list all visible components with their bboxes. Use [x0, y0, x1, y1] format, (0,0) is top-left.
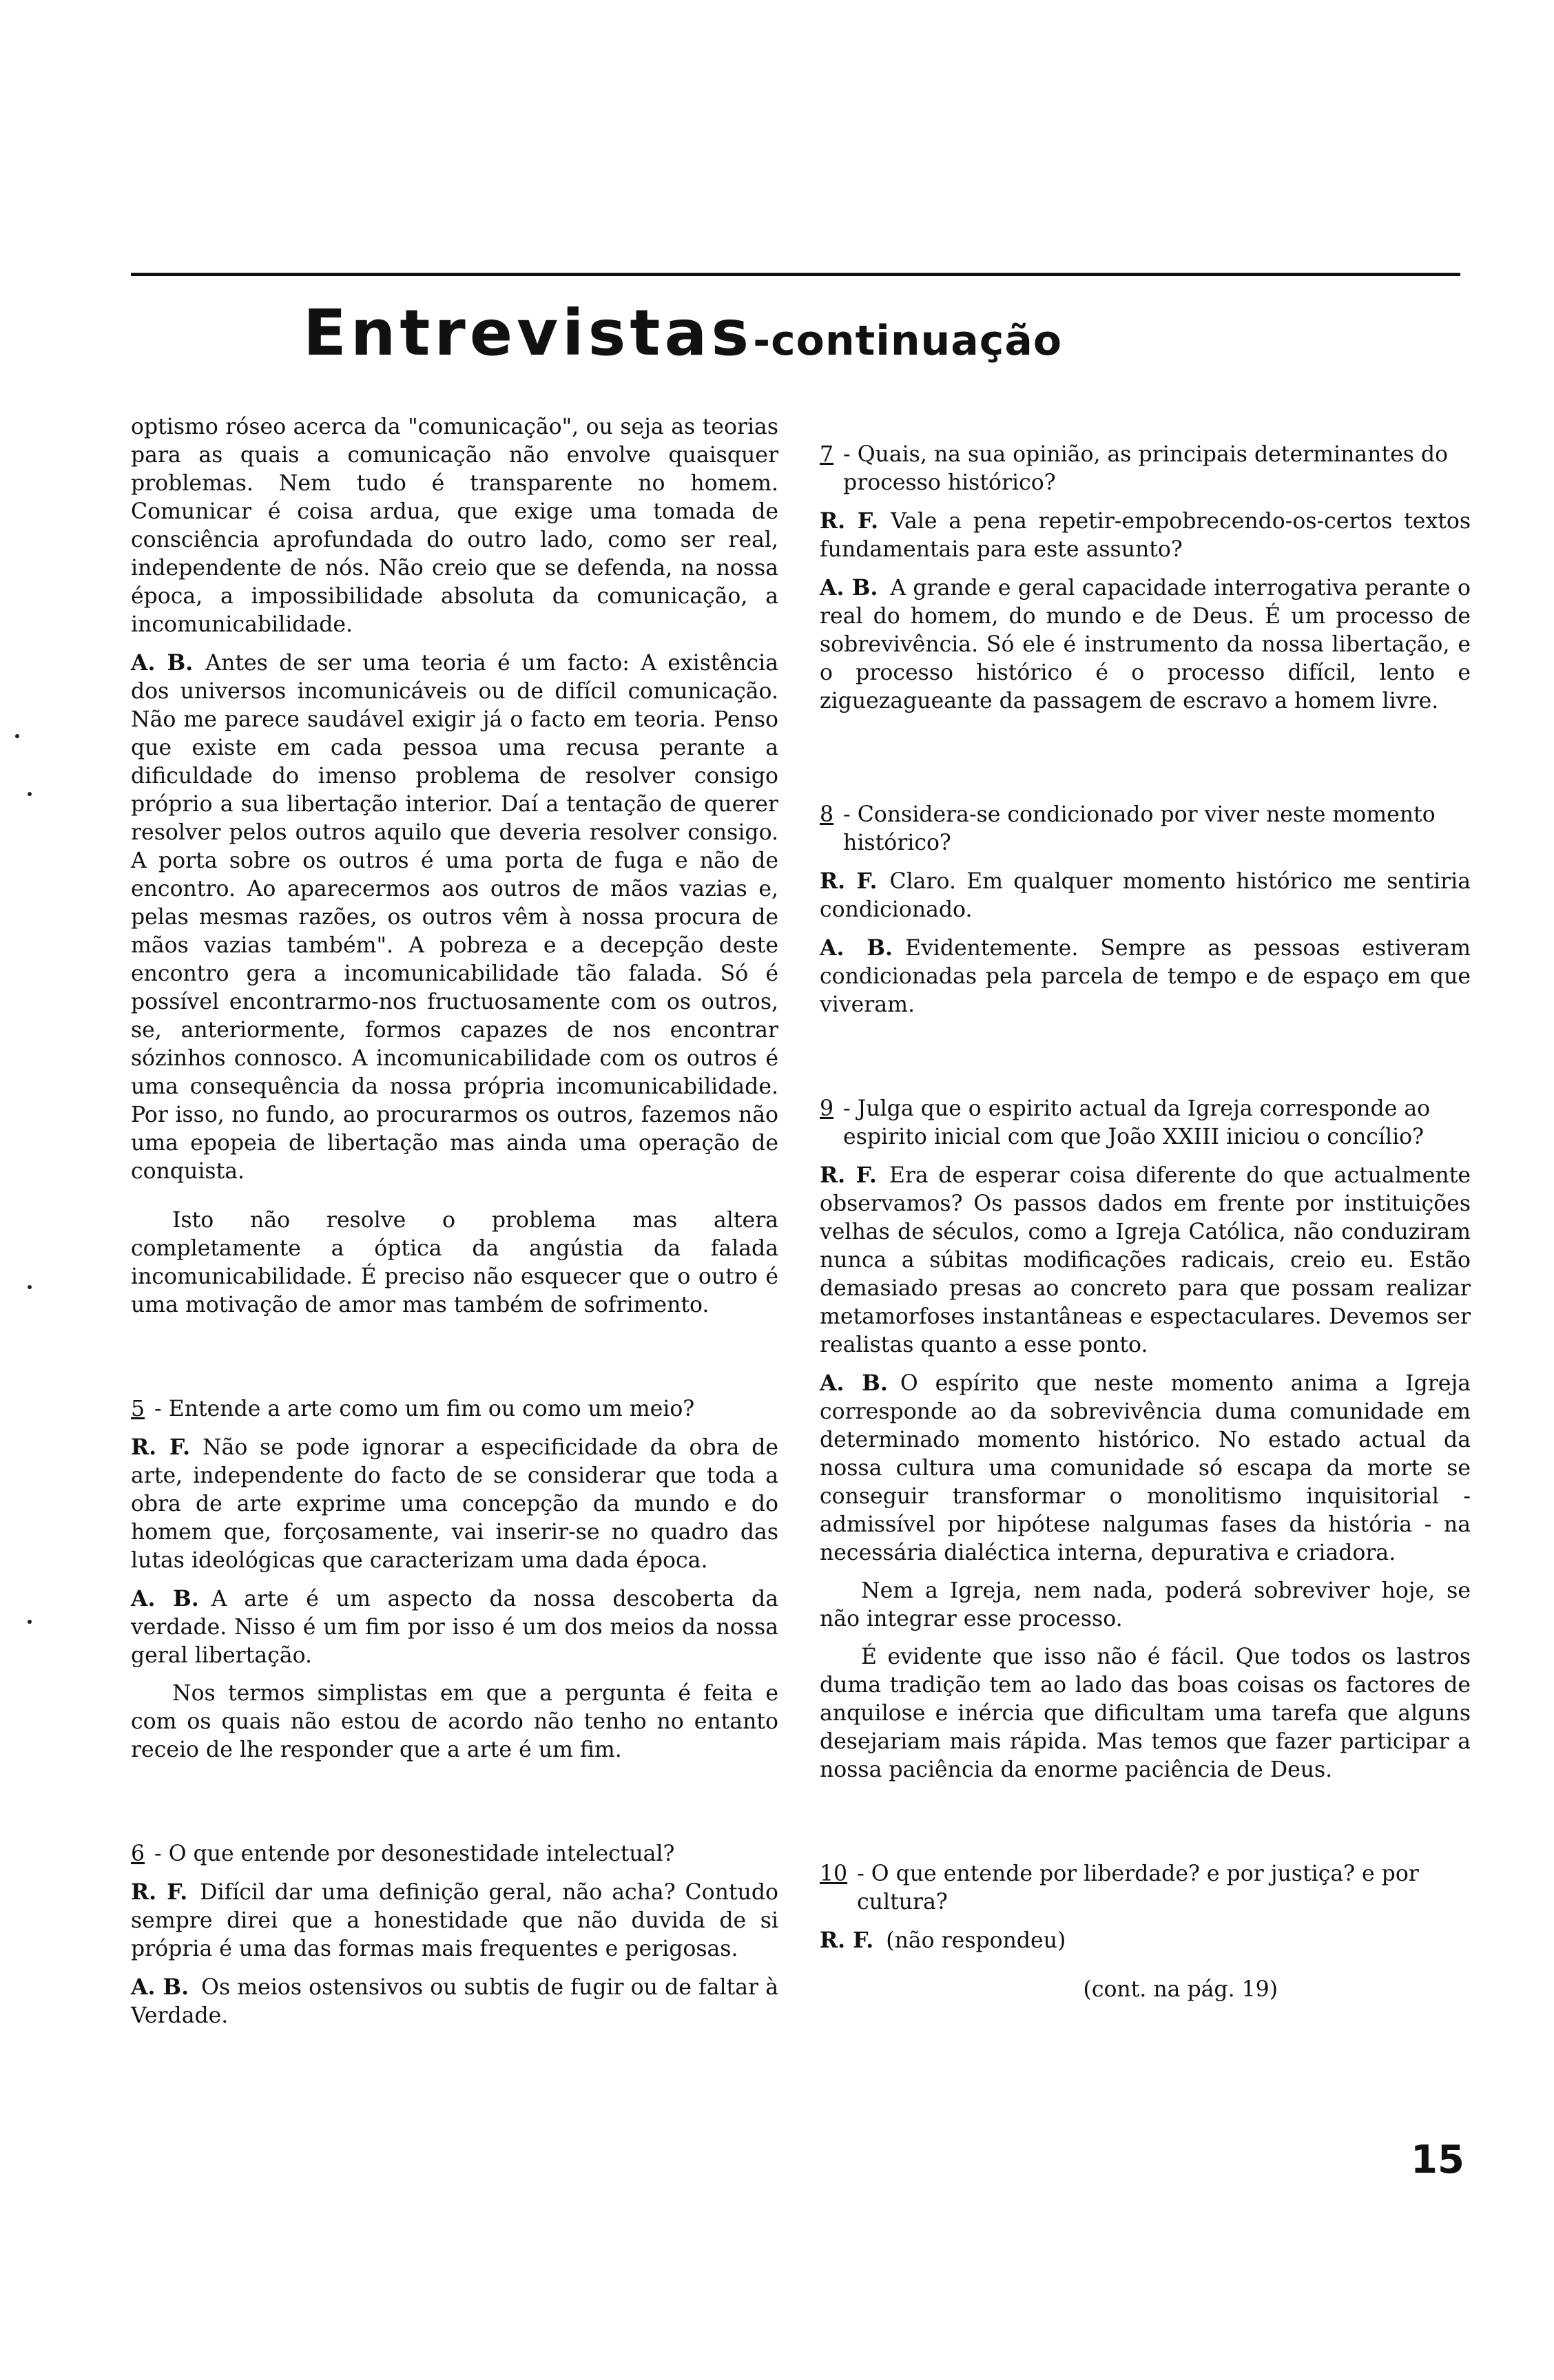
- page-number: 15: [1411, 2138, 1464, 2182]
- page-title: [303, 296, 1062, 370]
- scan-mark: [28, 1285, 32, 1289]
- right-column: [820, 413, 1471, 2004]
- speaker-label: A. B.: [131, 1974, 189, 2000]
- answer-text: Era de esperar coisa diferente do que actualmente observamos? Os passos dados em frente por instituições velhas de séculos, como a Igreja Católica, não conduziram nunca a súbitas modificações radicais, creio eu. Estão demasiado presas ao concreto para que possam realizar metamorfoses instantâneas e espectaculares. Devemos ser realistas quanto a esse ponto.: [820, 1163, 1471, 1357]
- answer-text: Claro. Em qualquer momento histórico me sentiria condicionado.: [820, 869, 1471, 922]
- speaker-label: A. B.: [820, 935, 893, 961]
- answer-text: Os meios ostensivos ou subtis de fugir ou de faltar à Verdade.: [131, 1975, 778, 2028]
- question-text: - O que entende por desonestidade intelectual?: [154, 1841, 675, 1866]
- speaker-label: R. F.: [131, 1434, 191, 1460]
- speaker-label: R. F.: [131, 1879, 188, 1905]
- question-number: 9: [820, 1096, 834, 1121]
- paragraph: Nos termos simplistas em que a pergunta é feita e com os quais não estou de acordo não tenho no entanto receio de lhe responder que a arte é um fim.: [131, 1681, 778, 1762]
- scan-mark: [28, 1620, 32, 1624]
- answer-paragraph: [131, 1878, 778, 1963]
- answer-paragraph: [820, 867, 1471, 924]
- answer-paragraph: [820, 1926, 1471, 1955]
- question-number: 8: [820, 802, 834, 827]
- answer-text: A arte é um aspecto da nossa descoberta da verdade. Nisso é um fim por isso é um dos meios da nossa geral libertação.: [131, 1587, 779, 1668]
- question-6: [131, 1840, 778, 1868]
- answer-paragraph: [131, 1433, 778, 1575]
- answer-paragraph: [820, 1161, 1471, 1359]
- answer-text: Não se pode ignorar a especificidade da obra de arte, independente do facto de se considerar que toda a obra de arte exprime uma concepção da mundo e do homem que, forçosamente, vai inserir-se no quadro das lutas ideológicas que caracterizam uma dada época.: [131, 1435, 778, 1573]
- continuation-note: (cont. na pág. 19): [1083, 1977, 1278, 2002]
- paragraph: É evidente que isso não é fácil. Que todos os lastros duma tradição tem ao lado das boas coisas os factores de anquilose e inércia que dificultam uma tarefa que alguns desejariam mais rápida. Mas temos que fazer participar a nossa paciência da enorme paciência de Deus.: [820, 1645, 1471, 1782]
- question-text: - O que entende por liberdade? e por justiça? e por cultura?: [857, 1861, 1419, 1914]
- paragraph: Nem a Igreja, nem nada, poderá sobreviver hoje, se não integrar esse processo.: [820, 1578, 1471, 1631]
- speaker-label: A. B.: [820, 575, 878, 601]
- scan-mark: [15, 734, 19, 738]
- question-number: 10: [820, 1861, 848, 1886]
- answer-text: Vale a pena repetir-empobrecendo-os-certos textos fundamentais para este assunto?: [820, 509, 1471, 562]
- question-7: [820, 441, 1471, 497]
- speaker-label: R. F.: [820, 868, 878, 894]
- speaker-label: A. B.: [131, 650, 194, 676]
- paragraph: optismo róseo acerca da "comunicação", ou seja as teorias para as quais a comunicação não envolve quaisquer problemas. Nem tudo é transparente no homem. Comunicar é coisa ardua, que exige uma tomada de consciência aprofundada do outro lado, como ser real, independente de nós. Não creio que se defenda, na nossa época, a impossibilidade absoluta da comunicação, a incomunicabilidade.: [131, 415, 778, 637]
- speaker-label: A. B.: [131, 1586, 199, 1611]
- answer-paragraph: [820, 1369, 1471, 1567]
- question-10: [820, 1860, 1471, 1917]
- question-text: - Considera-se condicionado por viver neste momento histórico?: [843, 802, 1436, 855]
- question-text: - Julga que o espirito actual da Igreja corresponde ao espirito inicial com que João XXIII iniciou o concílio?: [843, 1096, 1431, 1149]
- header-rule: [131, 273, 1460, 276]
- speaker-label: R. F.: [820, 1928, 874, 1953]
- question-8: [820, 801, 1471, 857]
- answer-text: Antes de ser uma teoria é um facto: A existência dos universos incomunicáveis ou de difícil comunicação. Não me parece saudável exigir já o facto em teoria. Penso que existe em cada pessoa uma recusa perante a dificuldade do imenso problema de resolver consigo próprio a sua libertação interior. Daí a tentação de querer resolver pelos outros aquilo que deveria resolver consigo. A porta sobre os outros é uma porta de fuga e não de encontro. Ao aparecermos aos outros de mãos vazias e, pelas mesmas razões, os outros vêm à nossa procura de mãos vazias também". A pobreza e a decepção deste encontro gera a incomunicabilidade tão falada. Só é possível encontrarmo-nos fructuosamente com os outros, se, anteriormente, formos capazes de nos encontrar sózinhos connosco. A incomunicabilidade com os outros é uma consequência da nossa própria incomunicabilidade. Por isso, no fundo, ao procurarmos os outros, fazemos não uma epopeia de libertação mas ainda uma operação de conquista.: [131, 651, 779, 1184]
- question-5: [131, 1395, 778, 1423]
- title-suffix: -continuação: [753, 317, 1063, 365]
- question-text: - Entende a arte como um fim ou como um meio?: [154, 1397, 695, 1421]
- answer-text: (não respondeu): [886, 1928, 1066, 1953]
- answer-paragraph: [820, 574, 1471, 716]
- answer-text: O espírito que neste momento anima a Igreja corresponde ao da sobrevivência duma comunidade em determinado momento histórico. No estado actual da nossa cultura uma comunidade só escapa da morte se conseguir transformar o monolitismo inquisitorial - admissível por hipótese nalgumas fases da história - na necessária dialéctica interna, depurativa e criadora.: [820, 1371, 1471, 1565]
- answer-paragraph: [131, 1973, 778, 2030]
- speaker-label: A. B.: [820, 1370, 888, 1396]
- answer-text: A grande e geral capacidade interrogativa perante o real do homem, do mundo e de Deus. É um processo de sobrevivência. Só ele é instrumento da nossa libertação, e o processo histórico é o processo difícil, lento e ziguezagueante da passagem de escravo a homem livre.: [820, 576, 1471, 713]
- left-column: [131, 413, 778, 2040]
- scan-mark: [28, 792, 32, 796]
- question-text: - Quais, na sua opinião, as principais determinantes do processo histórico?: [843, 442, 1449, 495]
- question-number: 5: [131, 1397, 145, 1421]
- answer-text: Evidentemente. Sempre as pessoas estiveram condicionadas pela parcela de tempo e de espaço em que viveram.: [820, 936, 1471, 1017]
- speaker-label: R. F.: [820, 508, 879, 534]
- paragraph: Isto não resolve o problema mas altera completamente a óptica da angústia da falada incomunicabilidade. É preciso não esquecer que o outro é uma motivação de amor mas também de sofrimento.: [131, 1208, 778, 1317]
- title-main: Entrevistas: [303, 296, 754, 370]
- question-number: 6: [131, 1841, 145, 1866]
- speaker-label: R. F.: [820, 1162, 877, 1188]
- answer-paragraph: [131, 649, 778, 1186]
- answer-paragraph: [131, 1585, 778, 1670]
- question-9: [820, 1095, 1471, 1151]
- answer-paragraph: [820, 507, 1471, 564]
- answer-paragraph: [820, 934, 1471, 1019]
- question-number: 7: [820, 442, 834, 467]
- answer-text: Difícil dar uma definição geral, não acha? Contudo sempre direi que a honestidade que não duvida de si própria é uma das formas mais frequentes e perigosas.: [131, 1880, 778, 1961]
